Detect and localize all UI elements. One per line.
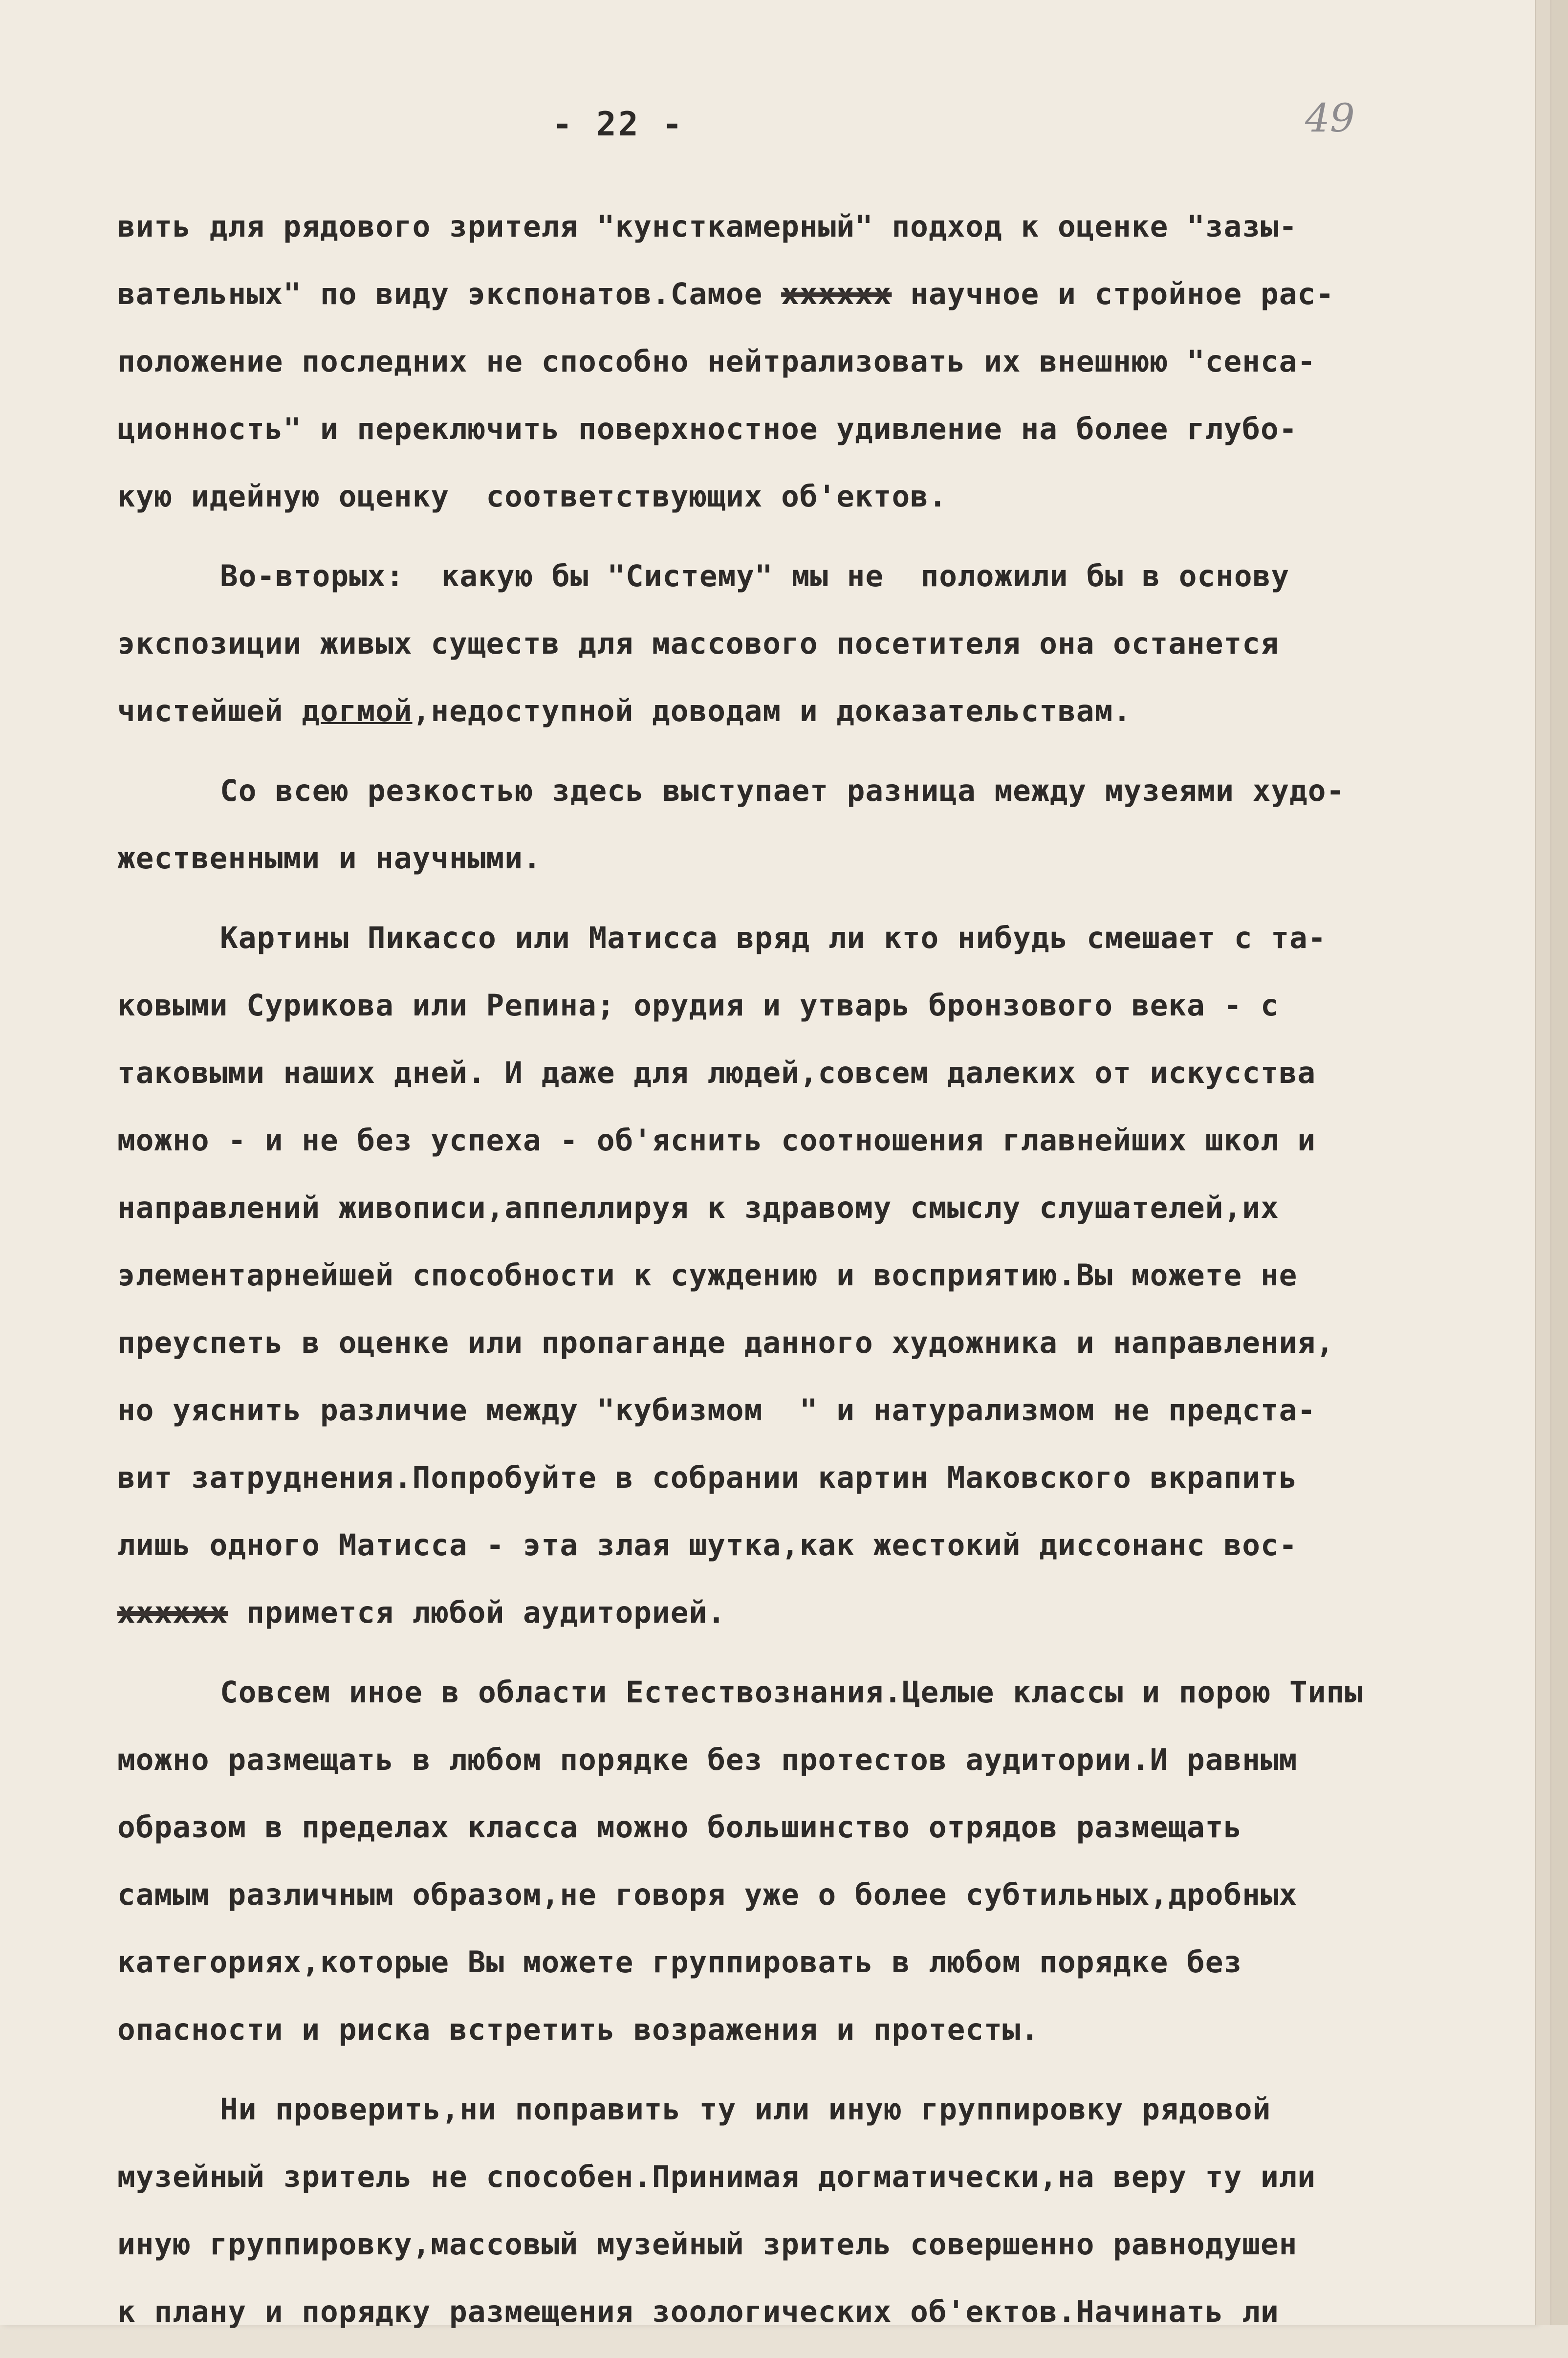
text-line: образом в пределах класса можно большинство отрядов размещать xyxy=(117,1810,1242,1845)
paragraph-6 xyxy=(117,2076,1564,2346)
text-line: лишь одного Матисса - эта злая шутка,как жестокий диссонанс вос- xyxy=(117,1528,1298,1563)
text-segment: вательных" по виду экспонатов.Самое xyxy=(117,277,782,311)
text-line: самым различным образом,не говоря уже о более субтильных,дробных xyxy=(117,1877,1298,1912)
body-text xyxy=(117,193,1564,2358)
text-segment: научное и стройное рас- xyxy=(892,277,1334,311)
text-segment: чистейшей xyxy=(117,694,302,728)
text-line: вит затруднения.Попробуйте в собрании картин Маковского вкрапить xyxy=(117,1460,1298,1495)
text-line: можно - и не без успеха - об'яснить соотношения главнейших школ и xyxy=(117,1123,1316,1158)
text-line: экспозиции живых существ для массового посетителя она останется xyxy=(117,626,1279,661)
text-line xyxy=(117,1579,1564,1647)
text-line xyxy=(117,678,1564,745)
page-number: - 22 - xyxy=(552,105,684,144)
text-line: но уяснить различие между "кубизмом " и натурализмом не предста- xyxy=(117,1393,1316,1428)
text-line: кую идейную оценку соответствующих об'ектов. xyxy=(117,479,947,514)
paragraph-2 xyxy=(117,543,1564,745)
text-line: Совсем иное в области Естествознания.Целые классы и порою Типы xyxy=(220,1675,1363,1710)
text-line: таковыми наших дней. И даже для людей,совсем далеких от искусства xyxy=(117,1056,1316,1090)
text-segment: примется любой аудиторией. xyxy=(228,1595,726,1630)
text-line: элементарнейшей способности к суждению и восприятию.Вы можете не xyxy=(117,1258,1298,1293)
text-line: преуспеть в оценке или пропаганде данного художника и направления, xyxy=(117,1325,1334,1360)
text-line xyxy=(117,261,1564,328)
text-segment: ,недоступной доводам и доказательствам. xyxy=(412,694,1132,728)
text-line: можно размещать в любом порядке без протестов аудитории.И равным xyxy=(117,1742,1298,1777)
paragraph-5 xyxy=(117,1659,1564,2064)
text-line: Во-вторых: какую бы "Систему" мы не положили бы в основу xyxy=(220,559,1290,594)
text-line: к плану и порядку размещения зоологических об'ектов.Начинать ли xyxy=(117,2294,1279,2329)
text-line: опасности и риска встретить возражения и протесты. xyxy=(117,2012,1040,2047)
text-line: жественными и научными. xyxy=(117,841,542,876)
underlined-word: догмой xyxy=(302,694,413,728)
text-line: категориях,которые Вы можете группировать в любом порядке без xyxy=(117,1945,1242,1980)
text-line: положение последних не способно нейтрализовать их внешнюю "сенса- xyxy=(117,344,1316,379)
archive-folio-number: 49 xyxy=(1305,95,1355,141)
text-line: вить для рядового зрителя "кунсткамерный" подход к оценке "зазы- xyxy=(117,209,1298,244)
text-line: Картины Пикассо или Матисса вряд ли кто нибудь смешает с та- xyxy=(220,921,1327,955)
text-line: Ни проверить,ни поправить ту или иную группировку рядовой xyxy=(220,2092,1271,2127)
text-line: музейный зритель не способен.Принимая догматически,на веру ту или xyxy=(117,2160,1316,2194)
paragraph-4 xyxy=(117,904,1564,1647)
struck-out-word: хххххх xyxy=(781,277,892,311)
text-line: иную группировку,массовый музейный зритель совершенно равнодушен xyxy=(117,2227,1298,2262)
struck-out-word: хххххх xyxy=(117,1595,228,1630)
text-line: направлений живописи,аппеллируя к здравому смыслу слушателей,их xyxy=(117,1190,1279,1225)
text-line: Со всею резкостью здесь выступает разница между музеями худо- xyxy=(220,773,1345,808)
text-line: ционность" и переключить поверхностное удивление на более глубо- xyxy=(117,412,1298,446)
paragraph-3 xyxy=(117,757,1564,892)
paragraph-1 xyxy=(117,193,1564,530)
text-line: ковыми Сурикова или Репина; орудия и утварь бронзового века - с xyxy=(117,988,1279,1023)
